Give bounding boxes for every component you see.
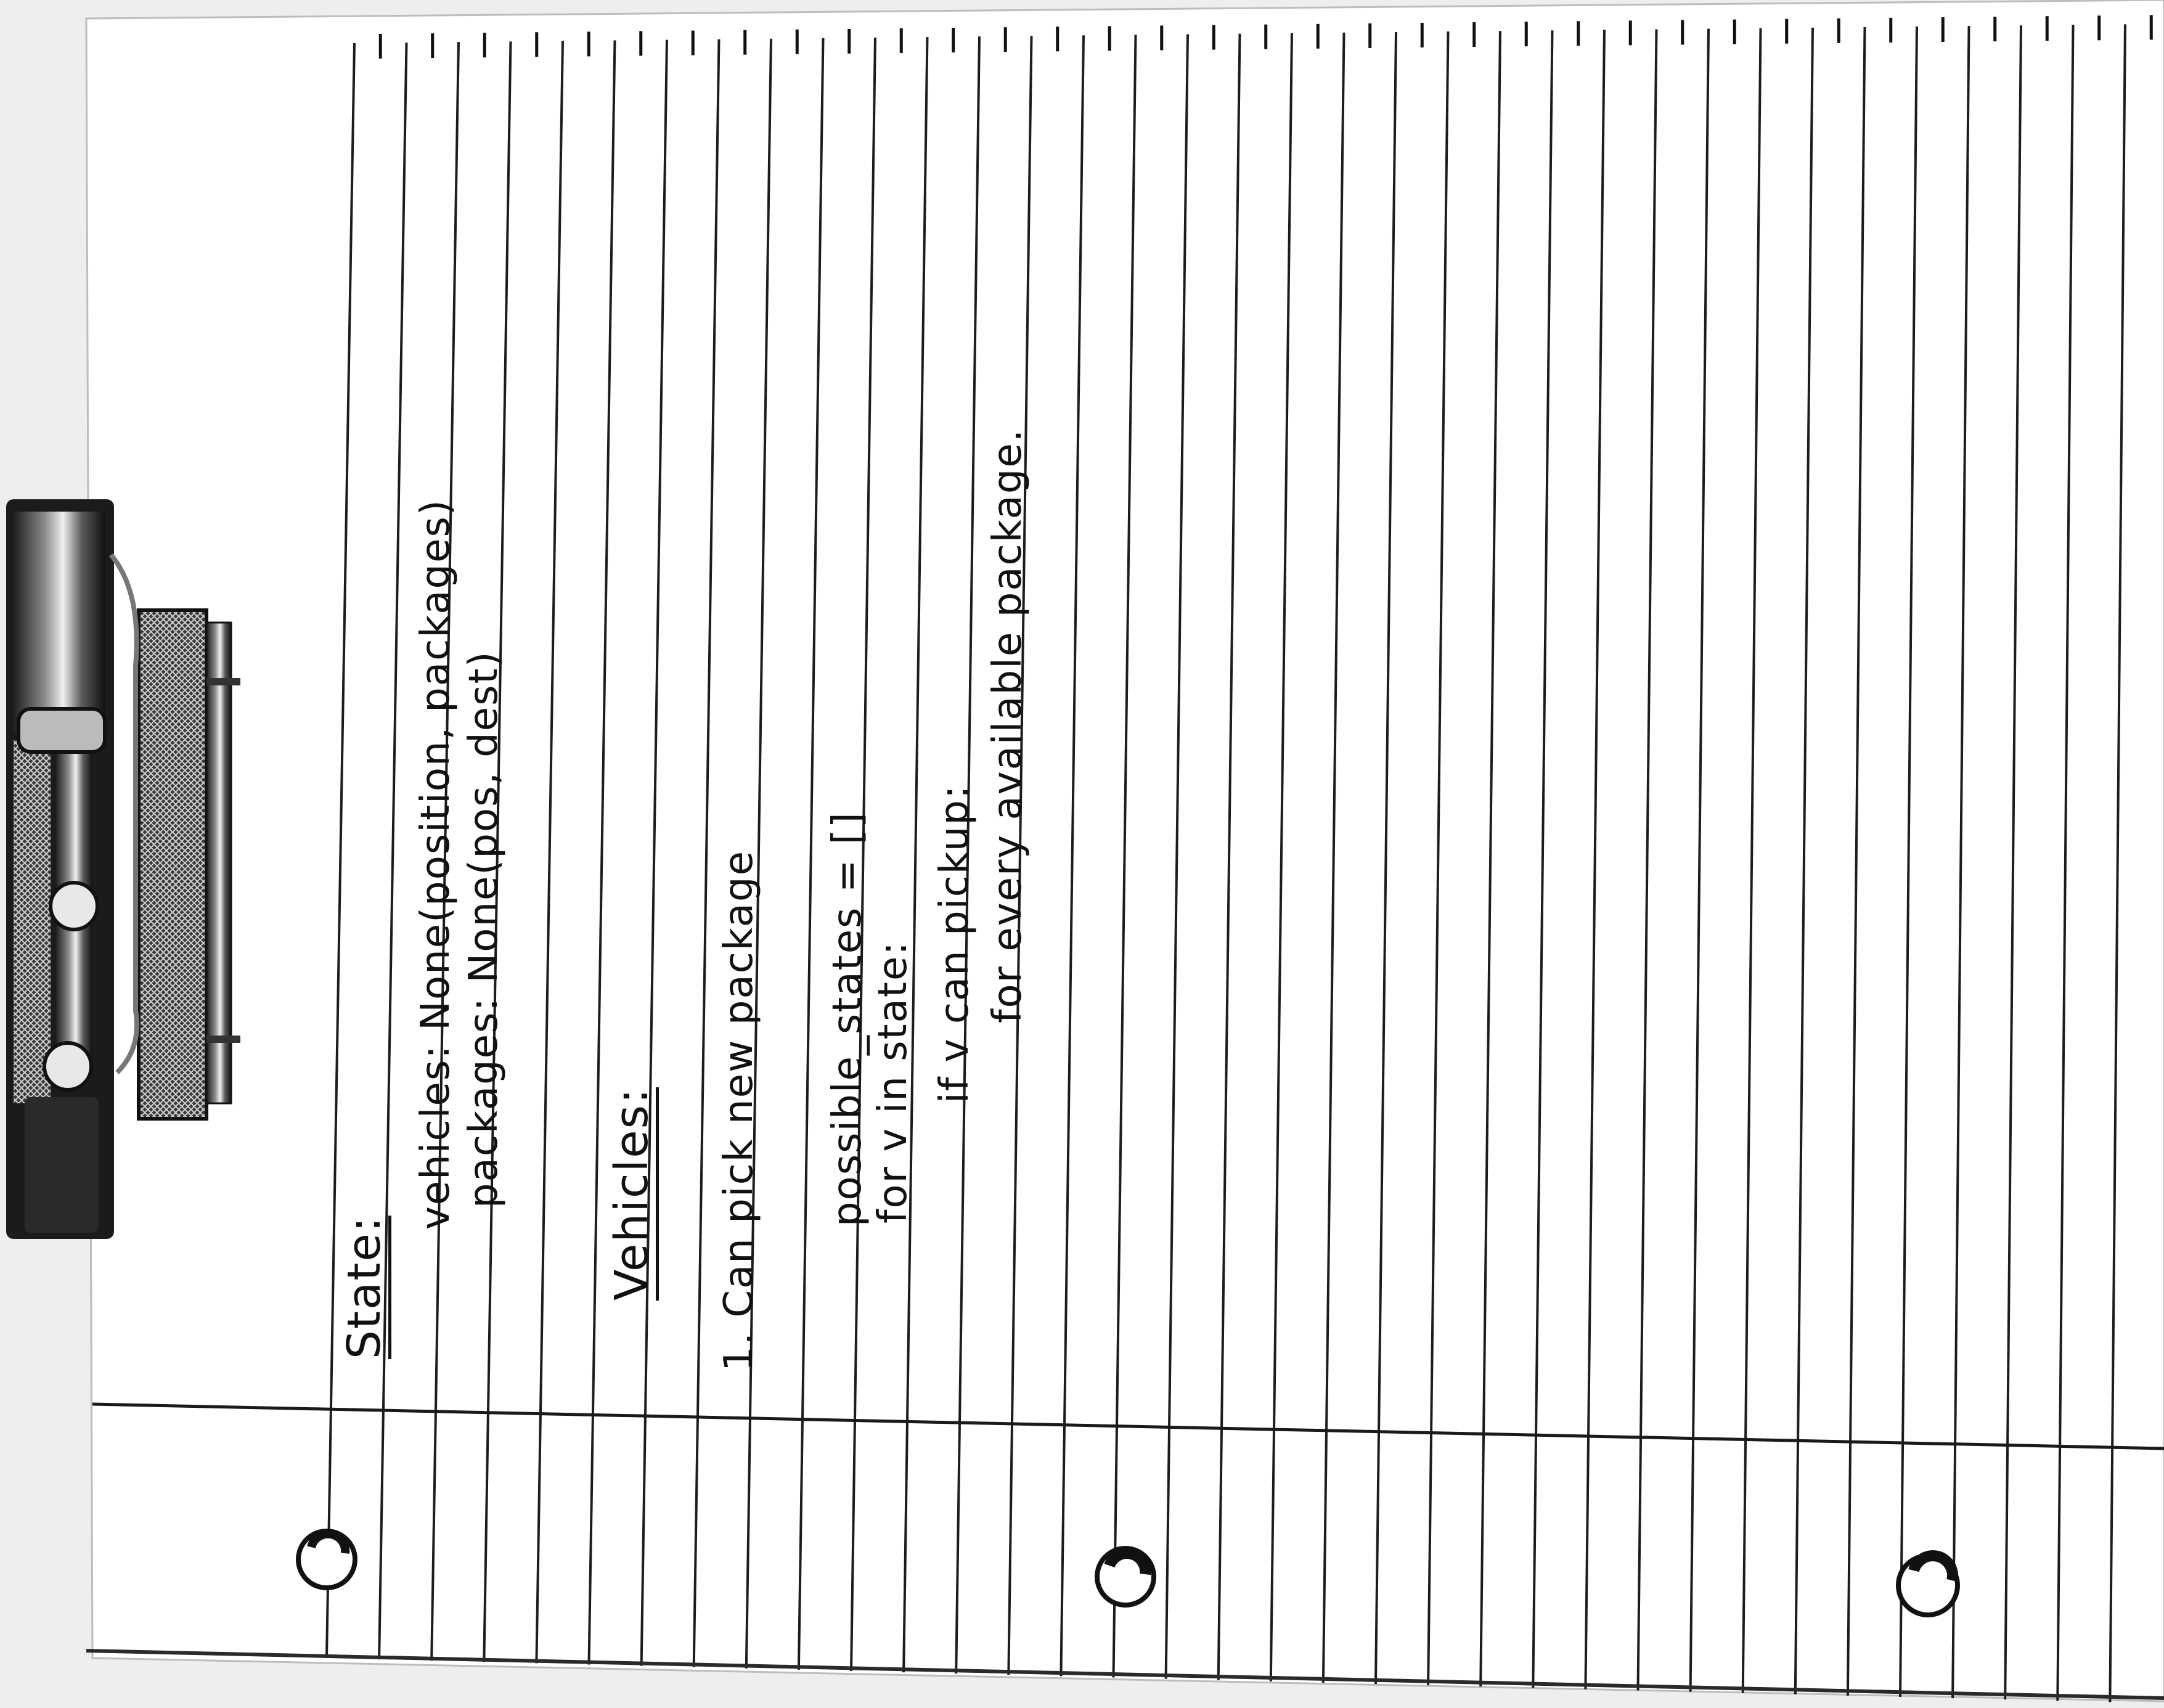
binder-hole-icon (298, 1531, 355, 1588)
code-for-loop: for v in state: (870, 941, 916, 1224)
heading-vehicles: Vehicles: (605, 1087, 658, 1301)
note-item-1: 1. Can pick new package (716, 849, 762, 1371)
code-if-pickup: if v can pickup: (932, 784, 978, 1103)
code-possible-states: possible_states = [] (825, 811, 870, 1227)
code-for-every: for every available package. (985, 428, 1031, 1023)
binder-hole-icon (1898, 1556, 1958, 1615)
note-line-vehicles: vehicles: None(position, packages) (413, 499, 459, 1230)
heading-state: State: (338, 1216, 391, 1359)
note-line-packages: packages: None(pos, dest) (461, 650, 507, 1208)
binder-hole-icon (1097, 1548, 1154, 1605)
